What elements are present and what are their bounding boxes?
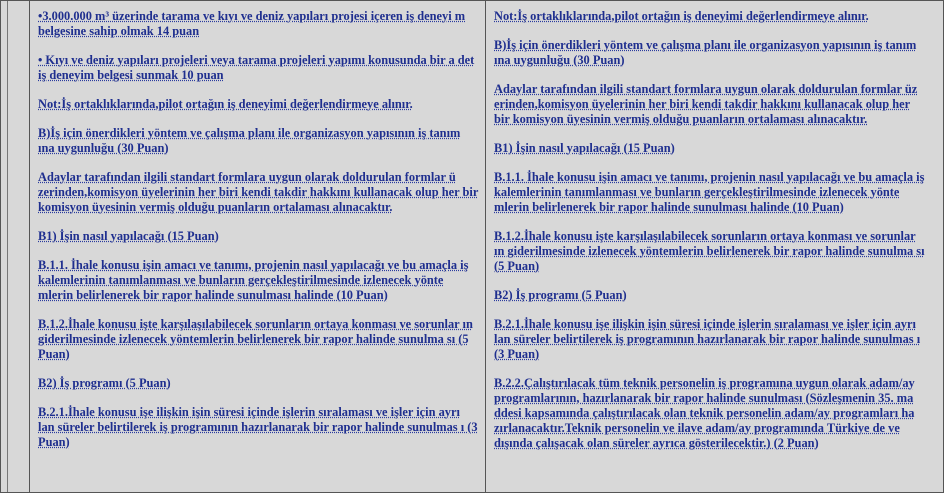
left-p4: B)İş için önerdikleri yöntem ve çalışma planı ile organizasyon yapısının iş tanım ına uygunluğu (30 Puan) [38,126,461,155]
left-p6: B1) İşin nasıl yapılacağı (15 Puan) [38,229,219,243]
left-p8: B.1.2.İhale konusu işte karşılaşılabilecek sorunların ortaya konması ve sorunlar ın giderilmesinde izlenecek yöntemlerin belirlenerek bir rapor halinde sunulma sı (5 Puan) [38,317,473,361]
right-p6: B.1.2.İhale konusu işte karşılaşılabilecek sorunların ortaya konması ve sorunlar ın giderilmesinde izlenecek yöntemlerin belirlenerek bir rapor halinde sunulma sı (5 Puan) [494,229,925,273]
right-criteria-cell [486,1,933,492]
right-p9: B.2.2.Çalıştırılacak tüm teknik personelin iş programına uygun olarak adam/ay programlarının, hazırlanarak bir rapor halinde sunulması (Sözleşmenin 35. ma ddesi kapsamında çalıştırılacak olan teknik personelin adam/ay programları ha zırlanacaktır.Teknik personelin ve ilave adam/ay programında Türkiye de ve dışında çalışacak olan süreler ayrıca gösterilecektir.) (2 Puan) [494,376,915,450]
right-p8: B.2.1.İhale konusu işe ilişkin işin süresi içinde işlerin sıralaması ve işler için ayrı lan süreler belirtilerek iş programının hazırlanarak bir rapor halinde sunulmas ı (3 Puan) [494,317,921,361]
row-number-column [1,1,30,492]
left-p3: Not:İş ortaklıklarında,pilot ortağın iş deneyimi değerlendirmeye alınır. [38,97,413,111]
left-criteria-cell [30,1,486,492]
left-p2: • Kıyı ve deniz yapıları projeleri veya tarama projeleri yapımı konusunda bir a det iş deneyim belgesi sunmak 10 puan [38,53,475,82]
right-p7: B2) İş programı (5 Puan) [494,288,627,302]
right-p2: B)İş için önerdikleri yöntem ve çalışma planı ile organizasyon yapısının iş tanım ına uygunluğu (30 Puan) [494,38,917,67]
edge-column [932,1,943,492]
left-p10: B.2.1.İhale konusu işe ilişkin işin süresi içinde işlerin sıralaması ve işler için ayrı lan süreler belirtilerek iş programının hazırlanarak bir rapor halinde sunulmas ı (3 Puan) [38,405,478,449]
right-p4: B1) İşin nasıl yapılacağı (15 Puan) [494,141,675,155]
left-p9: B2) İş programı (5 Puan) [38,376,171,390]
left-p5: Adaylar tarafından ilgili standart formlara uygun olarak doldurulan formlar ü zerinden,komisyon üyelerinin her biri kendi takdir hakkını kullanacak olup her bir komisyon üyesinin vermiş olduğu puanların ortalaması alınacaktır. [38,170,479,214]
right-p3: Adaylar tarafından ilgili standart formlara uygun olarak doldurulan formlar üz erinden,komisyon üyelerinin her biri kendi takdir hakkını kullanacak olup her bir komisyon üyesinin vermiş olduğu puanların ortalaması alınacaktır. [494,82,918,126]
right-p5: B.1.1. İhale konusu işin amacı ve tanımı, projenin nasıl yapılacağı ve bu amaçla iş kalemlerinin tanımlanması ve bunların gerçekleştirilmesinde izlenecek yönte mlerin belirlenerek bir rapor halinde sunulması halinde (10 Puan) [494,170,925,214]
left-p7: B.1.1. İhale konusu işin amacı ve tanımı, projenin nasıl yapılacağı ve bu amaçla iş kalemlerinin tanımlanması ve bunların gerçekleştirilmesinde izlenecek yönte mlerin belirlenerek bir rapor halinde sunulması halinde (10 Puan) [38,258,469,302]
right-p1: Not:İş ortaklıklarında,pilot ortağın iş deneyimi değerlendirmeye alınır. [494,9,869,23]
left-p1: •3.000.000 m³ üzerinde tarama ve kıyı ve deniz yapıları projesi içeren iş deneyi m belgesine sahip olmak 14 puan [38,9,466,38]
